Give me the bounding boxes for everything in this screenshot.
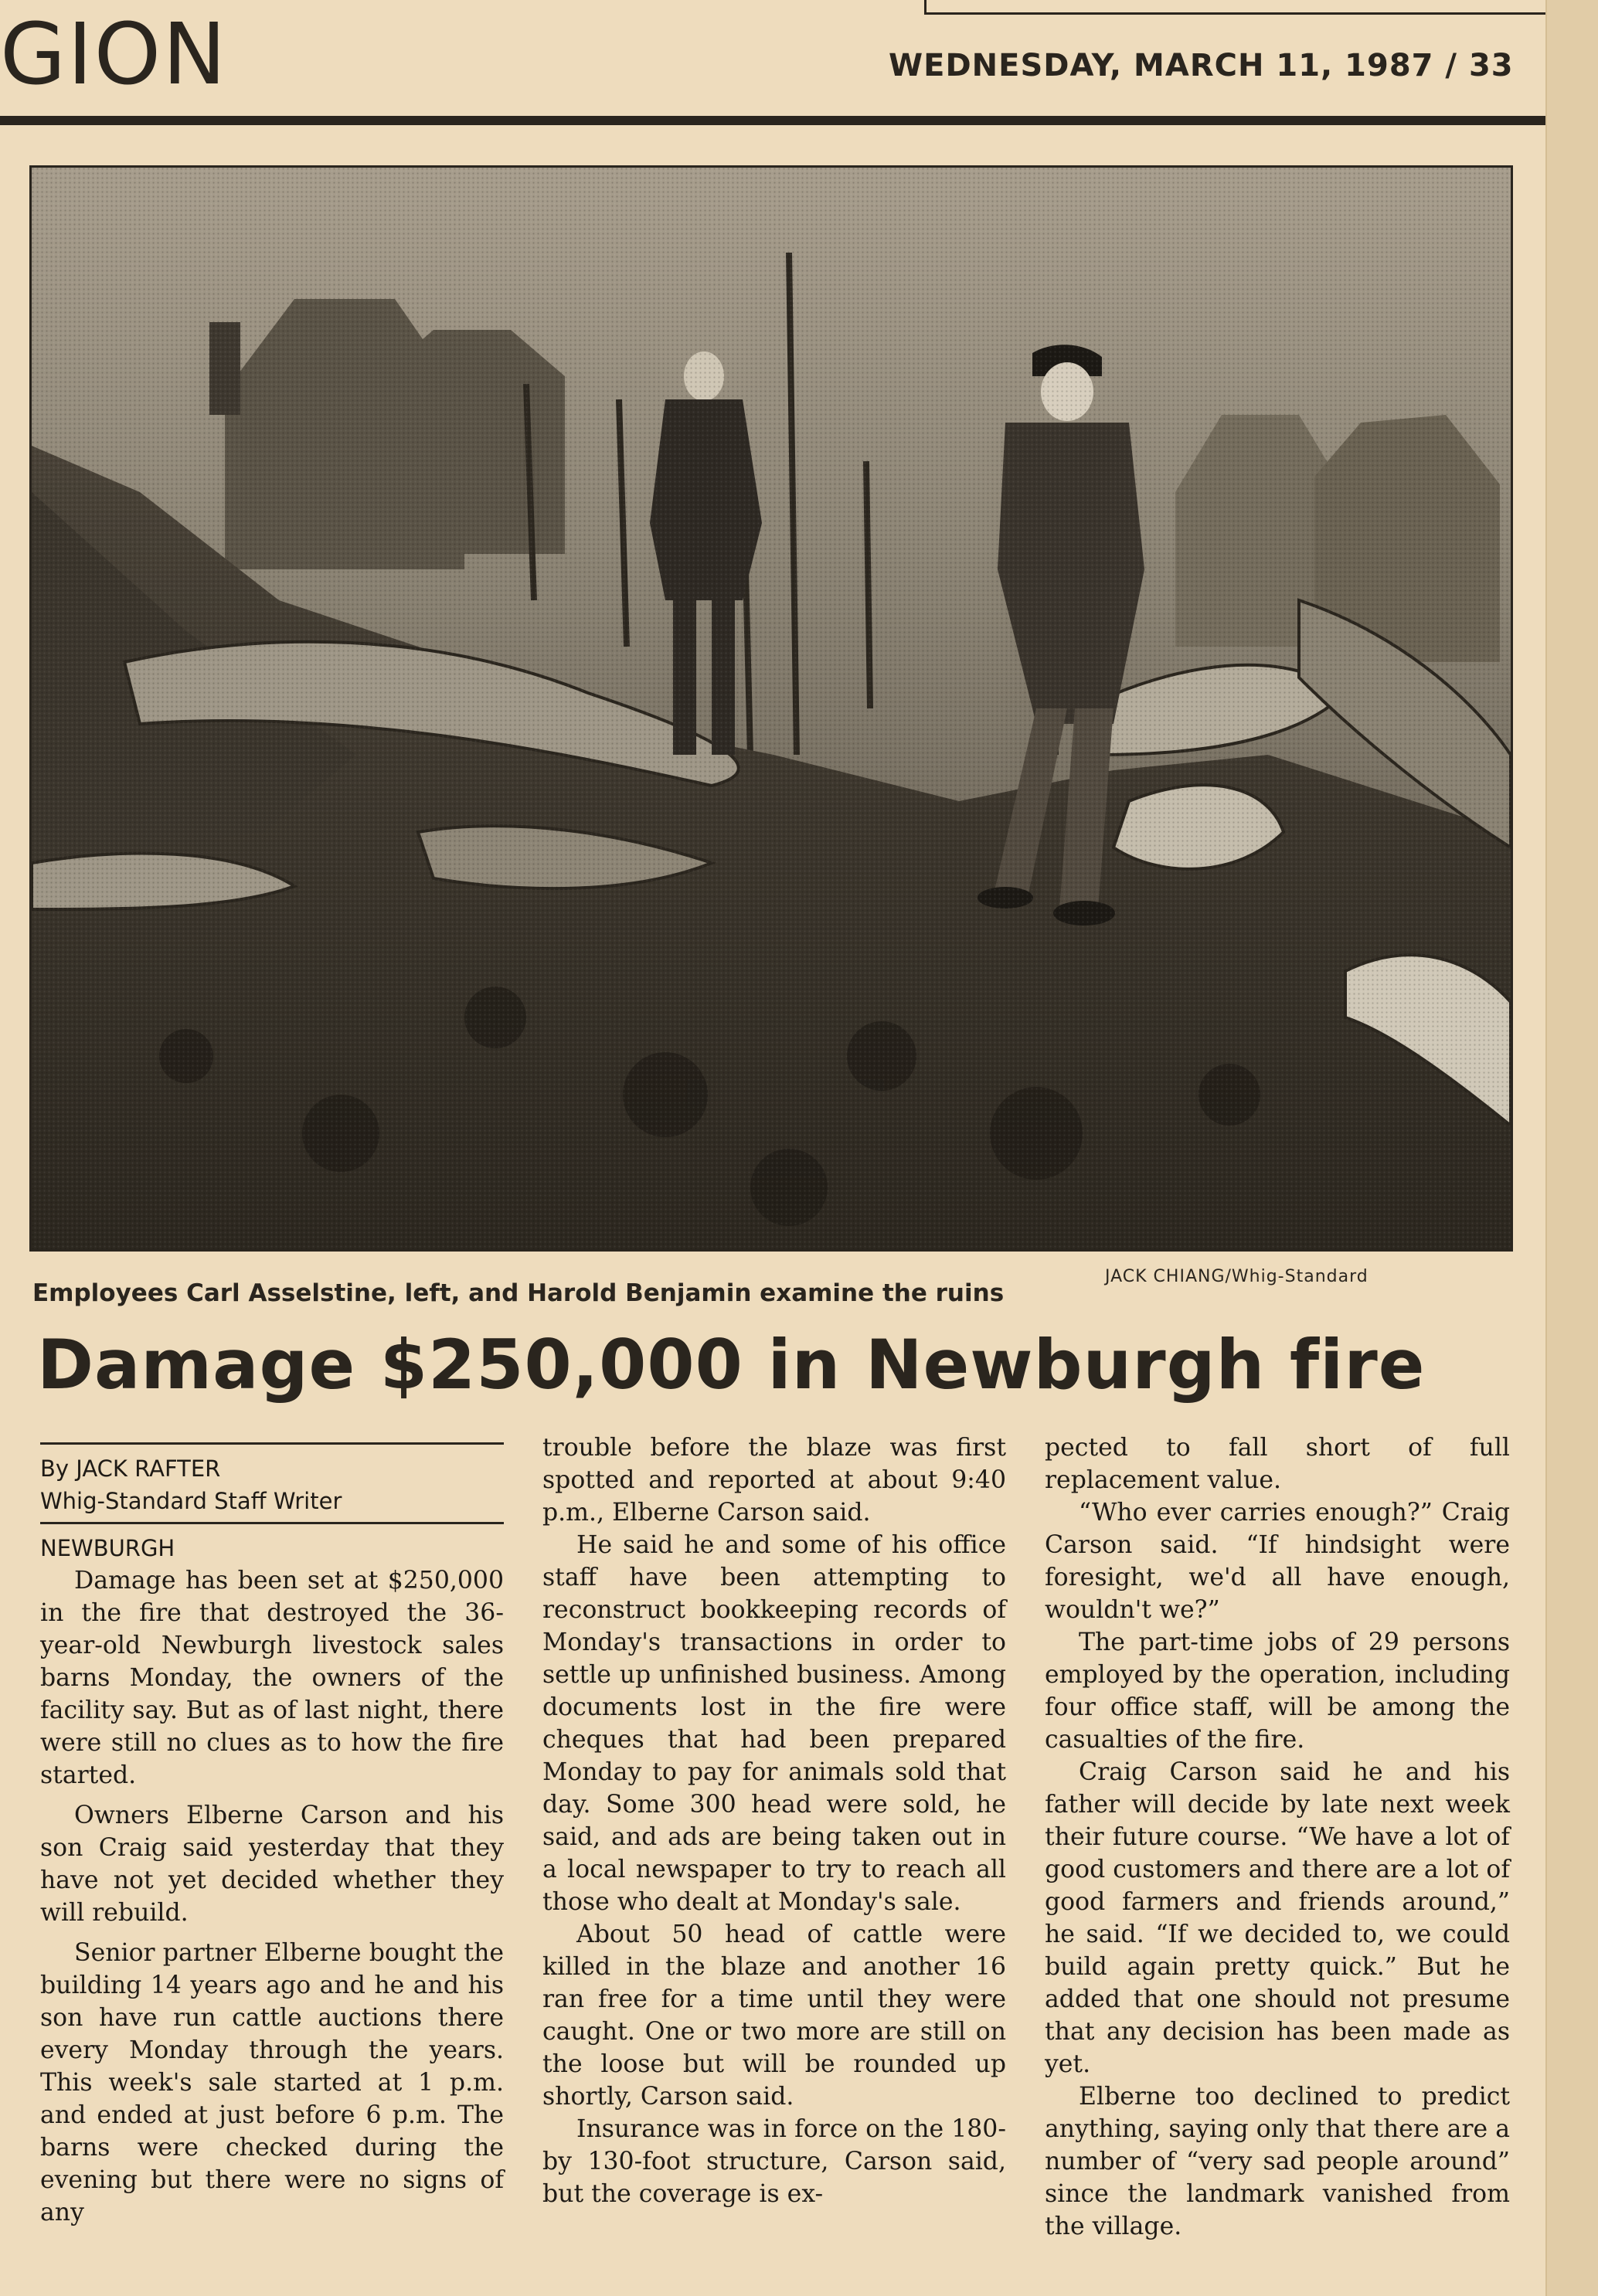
paragraph: Elberne too declined to predict anything, saying only that there are a number of “very sad people around” since the landmark vanished from the village. <box>1045 2083 1510 2240</box>
dateline-place: NEWBURGH <box>40 1535 175 1561</box>
byline-rule-bottom <box>40 1522 504 1524</box>
fire-ruins-photo <box>32 168 1511 1249</box>
paragraph: Craig Carson said he and his father will decide by late next week their future course. “We have a lot of good customers and there are a lot of good farmers and friends around,” he said. “If we decided to, we could build again pretty quick.” But he added that one should not presume that any decision has been made as yet. <box>1045 1758 1510 2078</box>
paragraph: The part-time jobs of 29 persons employed by the operation, including four office staff, will be among the casualties of the fire. <box>1045 1629 1510 1754</box>
paragraph: About 50 head of cattle were killed in the blaze and another 16 ran free for a time until they were caught. One or two more are still on the loose but will be rounded up shortly, Carson said. <box>542 1921 1006 2111</box>
top-box-border <box>924 0 1555 15</box>
header-rule <box>0 116 1549 125</box>
byline-title: Whig-Standard Staff Writer <box>40 1488 342 1514</box>
paragraph: He said he and some of his office staff have been attempting to reconstruct bookkeeping records of Monday's transactions in order to settle up unfinished business. Among documents lost in the fire were cheques that had been prepared Monday to pay for animals sold that day. Some 300 head were sold, he said, and ads are being taken out in a local newspaper to try to reach all those who dealt at Monday's sale. <box>542 1531 1006 1916</box>
paper-backing <box>1545 0 1598 2296</box>
news-photo <box>29 165 1513 1252</box>
paragraph: trouble before the blaze was first spotted and reported at about 9:40 p.m., Elberne Carson said. <box>542 1434 1006 1527</box>
paragraph: “Who ever carries enough?” Craig Carson said. “If hindsight were foresight, we'd all have enough, wouldn't we?” <box>1045 1499 1510 1624</box>
paragraph: Damage has been set at $250,000 in the fire that destroyed the 36-year-old Newburgh livestock sales barns Monday, the owners of the facility say. But as of last night, there were still no clues as to how the fire started. <box>40 1567 504 1789</box>
section-title: GION <box>0 5 228 104</box>
byline-rule-top <box>40 1442 504 1445</box>
article-column-1 <box>40 1432 504 2229</box>
paragraph: Owners Elberne Carson and his son Craig said yesterday that they have not yet decided whether they will rebuild. <box>40 1802 504 1927</box>
paragraph: Insurance was in force on the 180- by 130-foot structure, Carson said, but the coverage is ex- <box>542 2115 1006 2208</box>
article-column-2 <box>542 1432 1006 2210</box>
byline-author: By JACK RAFTER <box>40 1455 221 1482</box>
paragraph: Senior partner Elberne bought the building 14 years ago and he and his son have run cattle auctions there every Monday through the years. This week's sale started at 1 p.m. and ended at just before 6 p.m. The barns were checked during the evening but there were no signs of any <box>40 1939 504 2226</box>
paragraph: pected to fall short of full replacement value. <box>1045 1434 1510 1494</box>
photo-credit: JACK CHIANG/Whig-Standard <box>1105 1267 1368 1286</box>
article-headline: Damage $250,000 in Newburgh fire <box>37 1325 1426 1404</box>
photo-caption: Employees Carl Asselstine, left, and Harold Benjamin examine the ruins <box>32 1279 1005 1307</box>
issue-date: WEDNESDAY, MARCH 11, 1987 / 33 <box>889 48 1514 83</box>
article-column-3 <box>1045 1432 1510 2243</box>
